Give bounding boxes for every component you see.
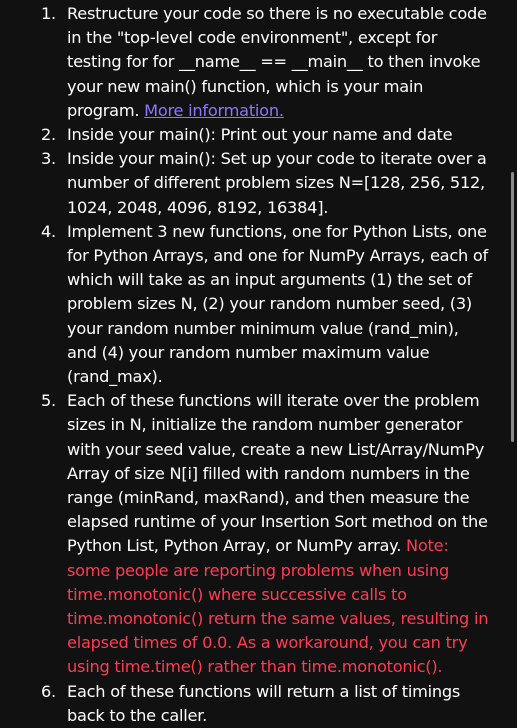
item-number: 6. — [41, 681, 56, 701]
list-item — [0, 2, 493, 123]
item-text: Each of these functions will return a list of timings back to the caller. — [67, 681, 461, 725]
list-item — [0, 220, 493, 389]
item-text: Restructure your code so there is no executable code in the "top-level code environment", except for testing for for __name__ == __main__ to then invoke your new main() function, which is your main program. — [67, 4, 487, 120]
time-monotonic-note: Note: some people are reporting problems when using time.monotonic() where successive calls to time.monotonic() return the same values, resulting in elapsed times of 0.0. As a workaround, you can try using time.time() rather than time.monotonic(). — [67, 536, 489, 677]
list-item — [0, 147, 493, 220]
list-item — [0, 123, 493, 147]
item-text: Inside your main(): Print out your name and date — [67, 125, 453, 145]
list-item — [0, 389, 493, 679]
item-number: 1. — [41, 4, 56, 23]
item-number: 5. — [41, 391, 56, 411]
item-number: 2. — [41, 125, 56, 145]
item-number: 4. — [41, 221, 56, 241]
item-text: Implement 3 new functions, one for Python Lists, one for Python Arrays, and one for NumPy Arrays, each of which will take as an input arguments (1) the set of problem sizes N, (2) your random number seed, (3) your random number minimum value (rand_min), and (4) your random number maximum value (rand_max). — [67, 221, 488, 387]
list-item — [0, 680, 493, 728]
item-text: Each of these functions will iterate over the problem sizes in N, initialize the random number generator with your seed value, create a new List/Array/NumPy Array of size N[i] filled with random numbers in the range (minRand, maxRand), and then measure the elapsed runtime of your Insertion Sort method on the Python List, Python Array, or NumPy array. — [67, 391, 488, 556]
item-number: 3. — [41, 149, 56, 169]
item-text: Inside your main(): Set up your code to iterate over a number of different problem sizes N=[128, 256, 512, 1024, 2048, 4096, 8192, 16384]. — [67, 149, 487, 217]
vertical-scrollbar[interactable] — [511, 172, 514, 442]
more-information-link[interactable]: More information. — [144, 100, 284, 120]
